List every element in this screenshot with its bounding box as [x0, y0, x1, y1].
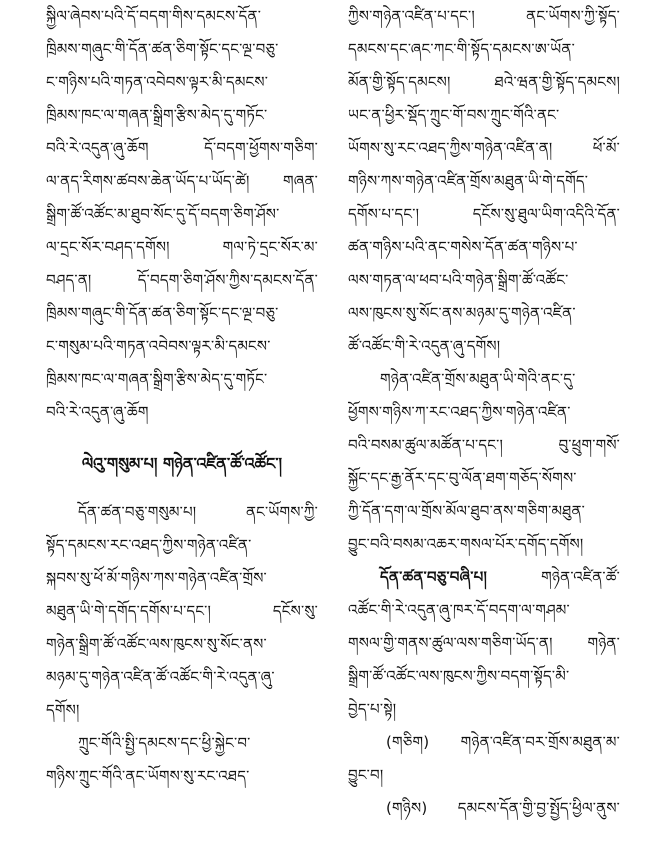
- text-span: གཉེན་འཛིན་ཚོ་: [487, 568, 620, 586]
- text-line: ཚོ་འཚོང་གི་རེ་འདུན་ཞུ་དགོས།: [348, 337, 501, 355]
- text-line: ཀྲུང་གོའི་སྤྱི་དམངས་དང་ཕྱི་སྐྱེང་བ་: [78, 734, 251, 752]
- text-line: བའི་བསམ་ཚུལ་མཚོན་པ་དང་། བུ་ཕྲུག་གསོ་: [348, 436, 620, 454]
- left-column: [46, 0, 318, 793]
- text-line: ལ་དྲང་སོར་བཤད་དགོས། གལ་ཏེ་དྲང་སོར་མ་: [46, 238, 318, 256]
- text-line: དགོས་པ་དང་། དངོས་སུ་ཐུལ་ཡིག་འདིའི་དོན་: [348, 205, 620, 223]
- text-line: ཡང་ན་ཕྱིར་སྡོད་ཀྲུང་གོ་བས་ཀྲུང་གོའི་ནང་: [348, 106, 560, 124]
- text-line: ཀྱི་དོན་དག་ལ་གྲོས་མོལ་ཐུབ་ནས་གཅིག་མཐུན་: [348, 502, 586, 520]
- paragraph: [46, 0, 318, 429]
- text-line: (གཅིག) གཉེན་འཛིན་བར་གྲོས་མཐུན་མ་: [386, 733, 620, 751]
- text-line: བའི་རེ་འདུན་ཞུ་ཆོག: [46, 403, 149, 421]
- text-line: བའི་རེ་འདུན་ཞུ་ཆོག དོ་བདག་ཕྱོགས་གཅིག་: [46, 139, 318, 157]
- right-column: [348, 0, 620, 825]
- text-line: ཁྲིམས་ཁང་ལ་གཞན་སྒྲིག་རྩིས་མེད་དུ་གཏོང་: [46, 370, 268, 388]
- text-line: སྐབས་སུ་ཕོ་མོ་གཉིས་ཀས་གཉེན་འཛིན་གྲོས་: [46, 569, 267, 587]
- text-line: ཀྱིས་གཉེན་འཛིན་པ་དང་། ནང་ཡོགས་ཀྱི་སྟོད་: [348, 7, 620, 25]
- text-line: ཁྲིམས་གཞུང་གི་དོན་ཚན་ཅིག་སྟོང་དང་ལྔ་བཅུ་: [46, 40, 279, 58]
- paragraph: [348, 363, 620, 561]
- paragraph: [46, 496, 318, 727]
- text-line: ལས་ཁུངས་སུ་སོང་ནས་མཉམ་དུ་གཉེན་འཛིན་: [348, 304, 576, 322]
- paragraph: [348, 0, 620, 363]
- text-line: གཉིས་ཀས་གཉེན་འཛིན་གྲོས་མཐུན་ཡི་གེ་དགོད་: [348, 172, 589, 190]
- text-line: མཐུན་ཡི་གེ་དགོད་དགོས་པ་དང་། དངོས་སུ་: [46, 602, 318, 620]
- text-line: གཉིས་ཀྲུང་གོའི་ནང་ཡོགས་སུ་རང་འཐད་: [46, 767, 250, 785]
- text-line: ཚན་གཉིས་པའི་ནང་གསེས་དོན་ཚན་གཉིས་པ་: [348, 238, 578, 256]
- text-line: ཁྲིམས་ཁང་ལ་གཞན་སྒྲིག་རྩིས་མེད་དུ་གཏོང་: [46, 106, 268, 124]
- text-line: སྟོད་དམངས་རང་འཐད་ཀྱིས་གཉེན་འཛིན་: [46, 536, 252, 554]
- text-line: མོན་གྱི་སྟོད་དམངས། ཐའེ་ཝན་གྱི་སྟོད་དམངས།: [348, 73, 620, 91]
- text-line: ལས་གཏན་ལ་ཕབ་པའི་གཉེན་སྒྲིག་ཚོ་འཚོང་: [348, 271, 569, 289]
- list-item: [348, 792, 620, 825]
- paragraph: [348, 561, 620, 726]
- section-heading: ལེའུ་གསུམ་པ། གཉེན་འཛིན་ཚོ་འཚོང་།: [81, 454, 283, 473]
- text-line: སྒྲིག་ཚོ་འཚོང་མ་ཐུབ་སོང་དུ་དོ་བདག་ཅིག་ཤོས་: [46, 205, 280, 223]
- text-line: གསལ་གྱི་གནས་ཚུལ་ལས་གཅིག་ཡོད་ན། གཉེན་: [348, 634, 620, 652]
- text-line: ཕྱོགས་གཉིས་ཀ་རང་འཐད་ཀྱིས་གཉེན་འཛིན་: [348, 403, 571, 421]
- text-line: སྒྲིག་ཚོ་འཚོང་ལས་ཁུངས་ཀྱིས་བདག་སྟོད་མི་: [348, 667, 570, 685]
- text-line: [348, 561, 620, 594]
- list-item: [348, 726, 620, 792]
- text-line: དགོས།: [46, 701, 80, 719]
- text-line: དོན་ཚན་བཅུ་གསུམ་པ། ནང་ཡོགས་ཀྱི་: [78, 503, 318, 521]
- text-line: གཉེན་སྒྲིག་ཚོ་འཚོང་ལས་ཁུངས་སུ་སོང་ནས་: [46, 635, 267, 653]
- text-line: ང་གཉིས་པའི་གཏན་འབེབས་ལྟར་མི་དམངས་: [46, 73, 269, 91]
- text-line: སྐྱིལ་ཞེབས་པའི་དོ་བདག་གིས་དམངས་དོན་: [46, 7, 262, 25]
- text-line: བྱུང་བའི་བསམ་འཆར་གསལ་པོར་དགོད་དགོས།: [348, 535, 584, 553]
- text-line: ལ་ནད་རིགས་ཚབས་ཆེན་ཡོད་པ་ཡོད་ཚེ། གཞན་: [46, 172, 318, 190]
- text-line: སྐྱོང་དང་རྒྱ་ནོར་དང་བུ་ལོན་ཐག་གཅོད་སོགས་: [348, 469, 577, 487]
- text-line: བྱེད་པ་སྟེ།: [348, 700, 397, 718]
- text-line: ཁྲིམས་གཞུང་གི་དོན་ཚན་ཅིག་སྟོང་དང་ལྔ་བཅུ་: [46, 304, 279, 322]
- text-line: ང་གསུམ་པའི་གཏན་འབེབས་ལྟར་མི་དམངས་: [46, 337, 271, 355]
- text-line: འཚོང་གི་རེ་འདུན་ཞུ་ཁར་དོ་བདག་ལ་གཤམ་: [348, 601, 570, 619]
- text-line: བཤད་ན། དོ་བདག་ཅིག་ཤོས་ཀྱིས་དམངས་དོན་: [46, 271, 318, 289]
- text-line: ཡོགས་སུ་རང་འཐད་ཀྱིས་གཉེན་འཛིན་ན། ཕོ་མོ་: [348, 139, 620, 157]
- text-line: དམངས་དང་ཞང་ཀང་གི་སྟོད་དམངས་ཨ་ཡོན་: [348, 40, 575, 58]
- text-line: གཉེན་འཛིན་གྲོས་མཐུན་ཡི་གེའི་ནང་དུ་: [380, 370, 576, 388]
- text-line: (གཉིས) དམངས་དོན་གྱི་བྱ་སྤྱོད་ཕྱིལ་ནུས་: [386, 799, 620, 817]
- article-number: དོན་ཚན་བཅུ་བཞི་པ།: [380, 568, 487, 586]
- text-line: བྱུང་བ།: [348, 766, 384, 784]
- text-line: མཉམ་དུ་གཉེན་འཛིན་ཚོ་འཚོང་གི་རེ་འདུན་ཞུ་: [46, 668, 275, 686]
- paragraph: [46, 727, 318, 793]
